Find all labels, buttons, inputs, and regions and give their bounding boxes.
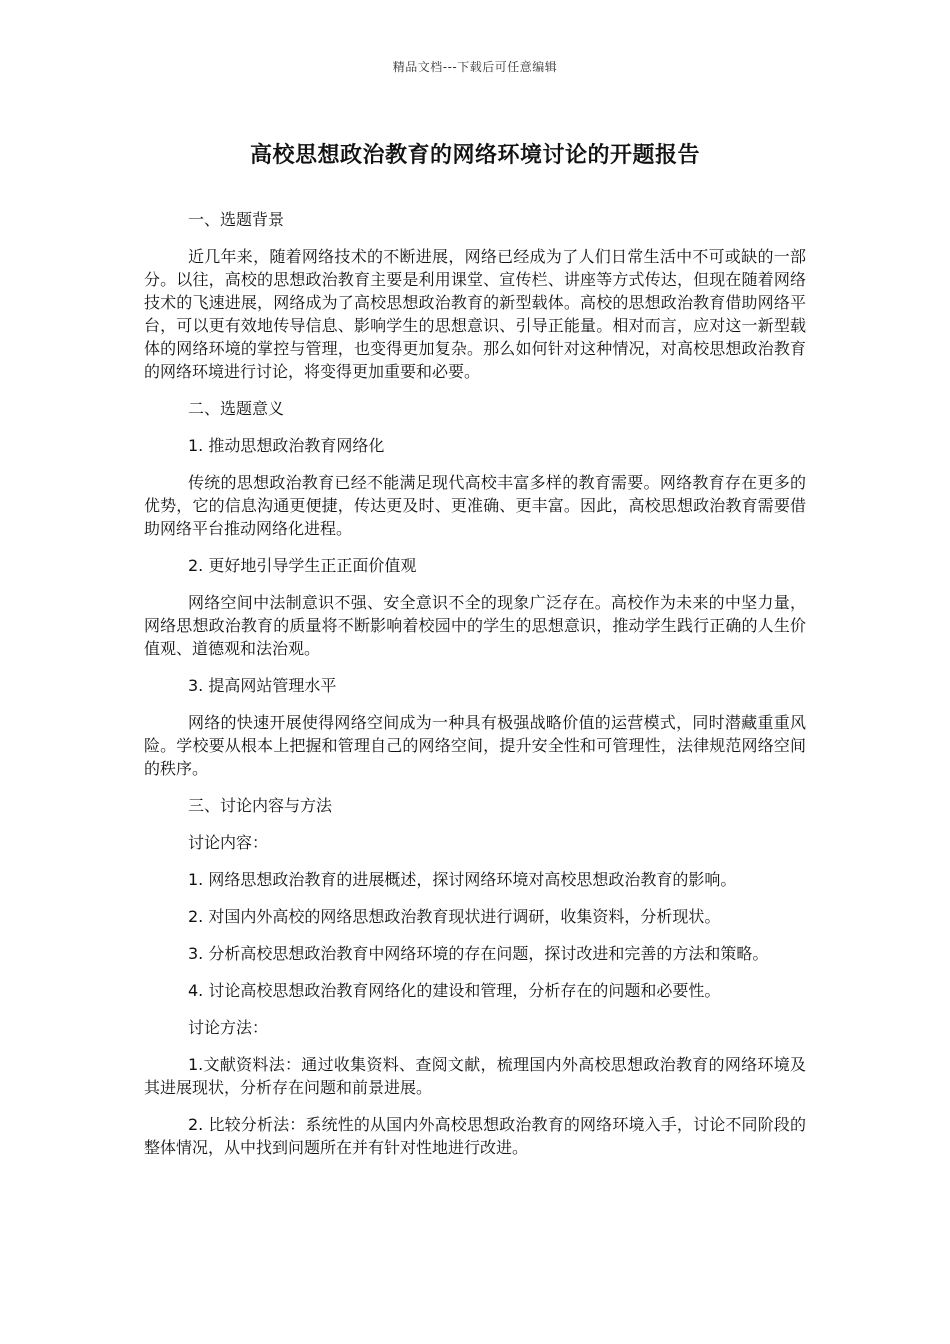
document-body <box>144 208 806 1173</box>
research-method-label: 讨论方法： <box>188 1018 269 1037</box>
research-method-item-1: 1.文献资料法：通过收集资料、查阅文献，梳理国内外高校思想政治教育的网络环境及其进展现状，分析存在问题和前景进展。 <box>144 1055 806 1097</box>
section-heading-content-method: 三、讨论内容与方法 <box>188 796 333 815</box>
page-header-note: 精品文档---下载后可任意编辑 <box>392 60 558 74</box>
research-method-item-2: 2. 比较分析法：系统性的从国内外高校思想政治教育的网络环境入手，讨论不同阶段的整体情况，从中找到问题所在并有针对性地进行改进。 <box>144 1115 806 1157</box>
document-title: 高校思想政治教育的网络环境讨论的开题报告 <box>249 143 700 168</box>
significance-item-1-heading: 1. 推动思想政治教育网络化 <box>188 436 385 455</box>
research-content-label: 讨论内容： <box>188 833 269 852</box>
research-content-item-2: 2. 对国内外高校的网络思想政治教育现状进行调研，收集资料，分析现状。 <box>188 907 721 926</box>
research-content-item-3: 3. 分析高校思想政治教育中网络环境的存在问题，探讨改进和完善的方法和策略。 <box>188 944 769 963</box>
research-content-item-4: 4. 讨论高校思想政治教育网络化的建设和管理，分析存在的问题和必要性。 <box>188 981 721 1000</box>
significance-item-2-heading: 2. 更好地引导学生正正面价值观 <box>188 556 417 575</box>
significance-item-1-text: 传统的思想政治教育已经不能满足现代高校丰富多样的教育需要。网络教育存在更多的优势，它的信息沟通更便捷，传达更及时、更准确、更丰富。因此，高校思想政治教育需要借助网络平台推动网络化进程。 <box>144 473 806 538</box>
significance-item-2-text: 网络空间中法制意识不强、安全意识不全的现象广泛存在。高校作为未来的中坚力量，网络思想政治教育的质量将不断影响着校园中的学生的思想意识，推动学生践行正确的人生价值观、道德观和法治观。 <box>144 593 806 658</box>
section-heading-background: 一、选题背景 <box>188 210 285 229</box>
significance-item-3-heading: 3. 提高网站管理水平 <box>188 676 337 695</box>
significance-item-3-text: 网络的快速开展使得网络空间成为一种具有极强战略价值的运营模式，同时潜藏重重风险。学校要从根本上把握和管理自己的网络空间，提升安全性和可管理性，法律规范网络空间的秩序。 <box>144 713 806 778</box>
research-content-item-1: 1. 网络思想政治教育的进展概述，探讨网络环境对高校思想政治教育的影响。 <box>188 870 737 889</box>
background-paragraph: 近几年来，随着网络技术的不断进展，网络已经成为了人们日常生活中不可或缺的一部分。以往，高校的思想政治教育主要是利用课堂、宣传栏、讲座等方式传达，但现在随着网络技术的飞速进展，网络成为了高校思想政治教育的新型载体。高校的思想政治教育借助网络平台，可以更有效地传导信息、影响学生的思想意识、引导正能量。相对而言，应对这一新型载体的网络环境的掌控与管理，也变得更加复杂。那么如何针对这种情况，对高校思想政治教育的网络环境进行讨论，将变得更加重要和必要。 <box>144 247 806 381</box>
section-heading-significance: 二、选题意义 <box>188 399 285 418</box>
